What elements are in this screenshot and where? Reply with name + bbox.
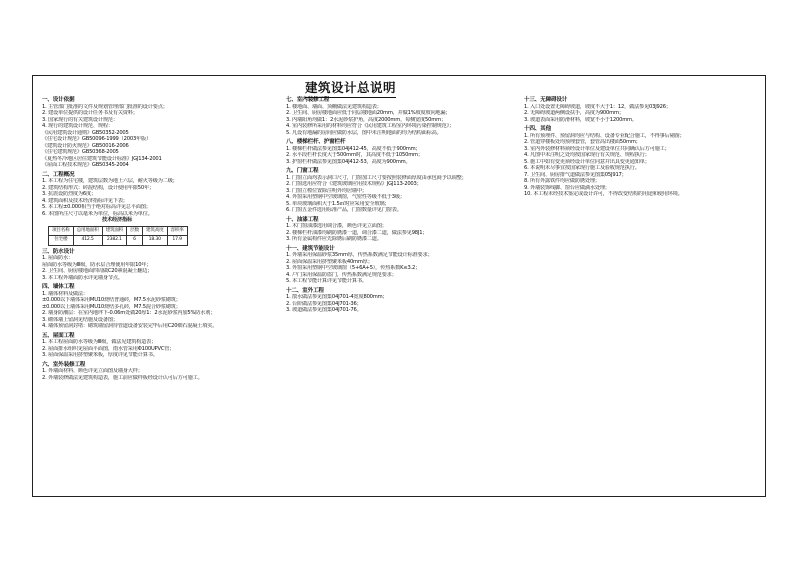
section-heading: 五、屋面工程 bbox=[42, 332, 75, 339]
text-line: 9. 外墙装饰线脚、窗台应做滴水处理； bbox=[524, 184, 610, 191]
text-line: 1. 楼地面、墙面、顶棚做法见建筑构造表； bbox=[286, 103, 382, 110]
text-line: 3. 坡道表面采用防滑材料，坡宽不小于1200mm。 bbox=[524, 116, 637, 123]
column-right bbox=[524, 94, 756, 198]
text-line: 1. 门窗立面均表示洞口尺寸，门窗加工尺寸要按照装修面厚度由承包商予以调整； bbox=[286, 174, 467, 181]
text-line: 3. 抗震设防烈度为6度； bbox=[42, 191, 96, 197]
text-line: 3. 内墙阳角均做1：2水泥砂浆护角，高度2000mm，每侧宽度50mm； bbox=[286, 116, 446, 123]
text-line: 2. 卫生间、厨房楼地面四周做C20素混凝土翻边； bbox=[42, 268, 153, 274]
text-line: 1. 墙体材料及做法： bbox=[42, 290, 88, 297]
text-line: 4. 现行的建筑设计规范、规程： bbox=[42, 123, 113, 129]
table-cell: 412.5 bbox=[73, 236, 102, 246]
section-heading: 一、设计依据 bbox=[42, 97, 75, 103]
text-line: 5. 单块玻璃面积大于1.5㎡时应采用安全玻璃； bbox=[286, 200, 390, 207]
text-line: 1. 本工程屋面防水等级为Ⅲ级，做法见建筑构造表； bbox=[42, 339, 157, 345]
text-line: 3. 坡道做法参见图集04J701-76。 bbox=[286, 307, 362, 313]
text-line: 2. 屋面排水组织见屋面平面图，雨水管采用Φ100UPVC管； bbox=[42, 345, 175, 352]
text-line: 《夏热冬冷地区居住建筑节能设计标准》JGJ134-2001 bbox=[42, 155, 162, 162]
text-line: 1. 散水做法参见图集04J701-4宽度800mm； bbox=[286, 294, 388, 300]
text-line: 3. 室内外装修材料须经设计单位及建设单位共同确认后方可施工； bbox=[524, 145, 670, 152]
text-line: 《住宅建筑规范》GB50368-2005 bbox=[42, 149, 119, 155]
table-cell: 18.30 bbox=[142, 236, 167, 246]
text-line: 2. 屋面保温采用挤塑聚苯板40mm厚； bbox=[286, 258, 373, 265]
section-heading: 七、室内装修工程 bbox=[286, 97, 330, 103]
table-header-cell: 层数 bbox=[127, 226, 143, 236]
table-cell: 住宅楼 bbox=[49, 236, 74, 246]
section-heading: 八、楼梯栏杆、护窗栏杆 bbox=[286, 139, 346, 145]
section-heading: 十一、建筑节能设计 bbox=[286, 245, 335, 252]
text-line: 2. 建设单位提供的设计任务书及有关资料； bbox=[42, 110, 138, 116]
text-line: 6. 本说明未尽事宜按国家现行施工及验收规范执行。 bbox=[524, 165, 640, 171]
text-line: 10. 本工程未经技术鉴定或设计许可，不得改变结构的用途和使用环境。 bbox=[524, 191, 683, 197]
text-line: 1. 本工程为住宅楼，建筑层数为地上六层，耐火等级为二级； bbox=[42, 178, 178, 184]
text-line: 2. 建筑结构形式：砖混结构，设计使用年限50年； bbox=[42, 184, 154, 191]
table-cell: 2382.1 bbox=[102, 236, 127, 246]
section-heading: 九、门窗工程 bbox=[286, 168, 319, 174]
text-line: 1. 木门窗油漆选用调合漆，颜色详见立面图； bbox=[286, 223, 387, 229]
text-line: 3. 砌体墙上留洞见结施及设备图； bbox=[42, 316, 118, 323]
column-middle bbox=[286, 94, 518, 314]
section-heading: 二、工程概况 bbox=[42, 171, 75, 178]
text-line: 4. 建筑面积及技术经济指标详见下表； bbox=[42, 197, 128, 204]
table-header-cell: 容积率 bbox=[167, 226, 187, 236]
section-heading: 三、防水设计 bbox=[42, 248, 75, 255]
text-line: 2. 管道穿楼板处均预埋套管，套管高出楼面50mm； bbox=[524, 139, 641, 145]
text-line: 2. 无障碍坡道两侧设扶手，高度为900mm； bbox=[524, 110, 624, 116]
text-line: 4. 墙体预留洞封堵：砌筑墙留洞待管道设备安装完毕后用C20细石混凝土填实。 bbox=[42, 323, 218, 329]
section-heading: 四、墙体工程 bbox=[42, 284, 75, 290]
text-line: 4. 户门采用保温防盗门，传热系数满足规范要求； bbox=[286, 271, 397, 278]
text-line: 5. 本工程±0.000相当于绝对标高详见总平面图； bbox=[42, 204, 151, 210]
text-line: 3. 外窗采用塑钢中空玻璃窗（5+6A+5），传热系数K≤3.2； bbox=[286, 265, 421, 271]
text-line: 5. 本工程节能计算详见节能计算书。 bbox=[286, 278, 367, 284]
text-line: 《民用建筑设计通则》GB50352-2005 bbox=[42, 129, 129, 136]
table-header-cell: 总用地面积 bbox=[73, 226, 102, 236]
section-heading: 十三、无障碍设计 bbox=[524, 97, 568, 103]
text-line: 4. 外窗采用塑钢中空玻璃窗，气密性等级不低于3级； bbox=[286, 194, 405, 200]
text-line: 屋面防水等级为Ⅲ级，防水层合理使用年限10年； bbox=[42, 261, 152, 268]
section-heading: 十、油漆工程 bbox=[286, 216, 319, 223]
table-header-cell: 建筑高度 bbox=[142, 226, 167, 236]
text-line: 1. 屋面防水： bbox=[42, 255, 73, 261]
text-line: 1. 入口处设置无障碍坡道，坡度不大于1：12，做法参见03J926； bbox=[524, 103, 671, 110]
page-title: 建筑设计总说明 bbox=[305, 78, 396, 98]
table-cell: 17.9 bbox=[167, 236, 187, 246]
text-line: ±0.000以上墙体采用MU10烧结多孔砖，M7.5混合砂浆砌筑； bbox=[42, 303, 181, 310]
text-line: 3. 本工程外墙面防水详见墙身节点。 bbox=[42, 274, 123, 281]
text-line: 1. 外墙面材料、颜色详见立面图及墙身大样； bbox=[42, 368, 143, 374]
text-line: 1. 外墙采用保温砂浆35mm厚，传热系数满足节能设计标准要求； bbox=[286, 252, 433, 258]
text-line: 《屋面工程技术规范》GB50345-2004 bbox=[42, 162, 129, 168]
section-heading: 十二、室外工程 bbox=[286, 287, 324, 294]
text-line: 6. 本图所注尺寸以毫米为单位，标高以米为单位。 bbox=[42, 210, 153, 217]
text-line: 2. 楼梯栏杆油漆均刷防锈漆一道，调合漆二道，做法参见98J1； bbox=[286, 229, 428, 236]
text-line: 2. 外墙装修做法见建筑构造表，施工前应做样板经设计认可后方可施工。 bbox=[42, 374, 203, 381]
text-line: 1. 主管部门批准的文件及规划管理部门批准的设计要点； bbox=[42, 103, 168, 110]
text-line: 2. 台阶做法参见图集04J701-36； bbox=[286, 300, 362, 307]
text-line: 3. 屋面保温采用挤塑聚苯板，厚度详见节能计算书。 bbox=[42, 352, 158, 358]
text-line: 2. 门窗选用应符合《建筑玻璃应用技术规程》JGJ113-2003； bbox=[286, 181, 422, 187]
table-header-cell: 建筑面积 bbox=[102, 226, 127, 236]
column-left bbox=[42, 94, 280, 381]
text-line: 1. 楼梯栏杆做法参见图集04J412-45，高度不低于900mm； bbox=[286, 145, 421, 152]
text-line: 2. 卫生间、厨房楼地面应低于同层楼地面20mm，并做1%坡度坡向地漏； bbox=[286, 110, 451, 116]
text-line: 《建筑设计防火规范》GB50016-2006 bbox=[42, 142, 129, 149]
text-line: 2. 墙身防潮层：在室内地坪下-0.06m处做20厚1：2水泥砂浆内加5%防水剂； bbox=[42, 310, 216, 316]
table-caption: 技术经济指标 bbox=[102, 217, 132, 223]
text-line: 3. 国家现行的有关建筑设计规范： bbox=[42, 116, 118, 123]
text-line: 3. 护窗栏杆做法参见图集04J412-53，高度为900mm。 bbox=[286, 158, 411, 165]
text-line: ±0.000以下墙体采用MU10烧结普通砖，M7.5水泥砂浆砌筑； bbox=[42, 297, 181, 303]
text-line: 4. 凡图中未注明之处均按国家现行有关规范、规程执行； bbox=[524, 152, 650, 158]
text-line: 《住宅设计规范》GB50096-1999（2003年版） bbox=[42, 136, 152, 142]
text-line: 5. 施工中如有变更须经设计单位同意并出具变更通知单； bbox=[524, 158, 650, 165]
text-line: 3. 门窗立樘位置除注明外均居墙中； bbox=[286, 187, 367, 194]
table-header-cell: 项目名称 bbox=[49, 226, 74, 236]
text-line: 7. 卫生间、厨房排气道做法参见图集05J917； bbox=[524, 171, 627, 178]
text-line: 8. 所有外露铁件均应做防锈处理； bbox=[524, 178, 600, 184]
text-line: 3. 所有金属构件应先除锈后刷防锈漆二道。 bbox=[286, 236, 382, 242]
text-line: 5. 凡设有地漏的房间应做防水层，图中未注明地面的均为结构面标高。 bbox=[286, 129, 442, 136]
text-line: 1. 所有预埋件、预留洞均应与结构、设备专业配合施工，不得事后剔凿； bbox=[524, 132, 685, 139]
text-line: 4. 室内装修所采用的材料均应符合《民用建筑工程室内环境污染控制规范》； bbox=[286, 123, 454, 129]
economic-indicators-table bbox=[48, 226, 188, 246]
table-cell: 6 bbox=[127, 236, 143, 246]
section-heading: 十四、其他 bbox=[524, 126, 551, 132]
text-line: 6. 门窗五金件选用标准产品，门窗数量详见门窗表。 bbox=[286, 207, 402, 213]
text-line: 2. 水平段栏杆长度大于500mm时，其高度不低于1050mm； bbox=[286, 152, 423, 158]
section-heading: 六、室外装修工程 bbox=[42, 361, 86, 368]
